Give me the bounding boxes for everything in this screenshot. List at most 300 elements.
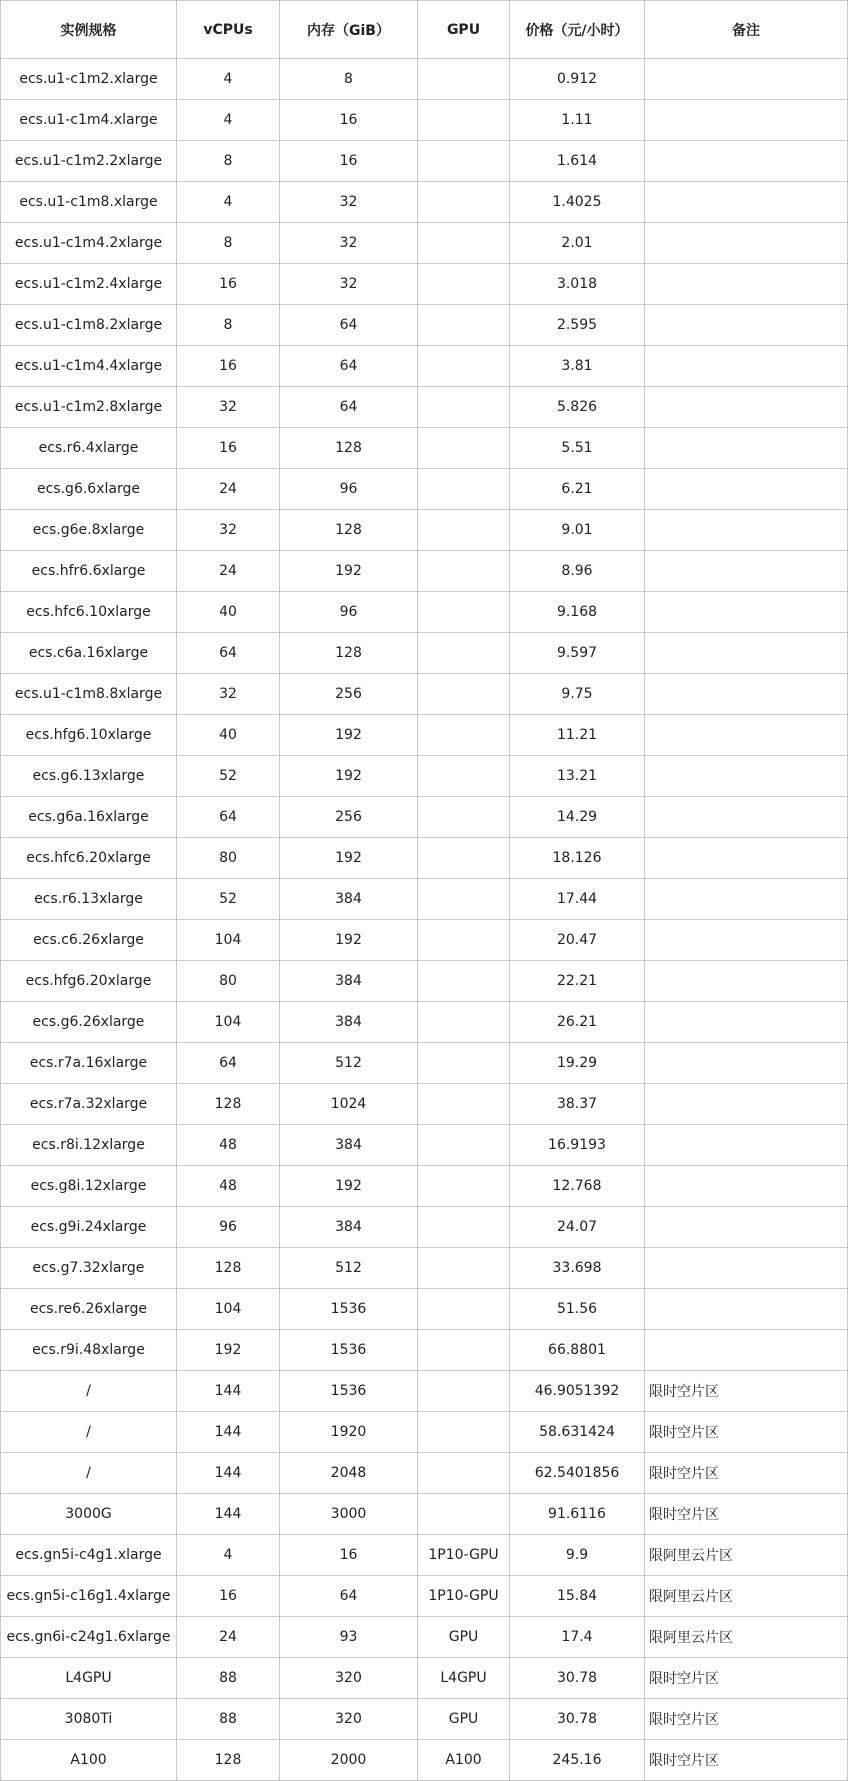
instance-spec-cell: ecs.r8i.12xlarge <box>1 1125 177 1166</box>
price-cell: 38.37 <box>510 1084 645 1125</box>
notes-cell <box>645 1043 848 1084</box>
memory-cell: 1024 <box>280 1084 418 1125</box>
notes-cell <box>645 510 848 551</box>
gpu-cell <box>418 1371 510 1412</box>
header-notes: 备注 <box>645 1 848 59</box>
gpu-cell <box>418 1494 510 1535</box>
price-cell: 245.16 <box>510 1740 645 1781</box>
memory-cell: 32 <box>280 264 418 305</box>
table-row <box>1 305 848 346</box>
instance-spec-cell: ecs.g7.32xlarge <box>1 1248 177 1289</box>
table-row <box>1 264 848 305</box>
gpu-cell: A100 <box>418 1740 510 1781</box>
instance-spec-cell: ecs.g6e.8xlarge <box>1 510 177 551</box>
table-row <box>1 59 848 100</box>
price-cell: 12.768 <box>510 1166 645 1207</box>
gpu-cell <box>418 961 510 1002</box>
price-cell: 16.9193 <box>510 1125 645 1166</box>
gpu-cell <box>418 469 510 510</box>
table-row <box>1 100 848 141</box>
notes-cell <box>645 633 848 674</box>
memory-cell: 128 <box>280 510 418 551</box>
vcpus-cell: 4 <box>177 1535 280 1576</box>
notes-cell: 限时空片区 <box>645 1658 848 1699</box>
notes-cell <box>645 469 848 510</box>
table-row <box>1 674 848 715</box>
vcpus-cell: 32 <box>177 510 280 551</box>
notes-cell <box>645 100 848 141</box>
gpu-cell <box>418 428 510 469</box>
instance-spec-cell: A100 <box>1 1740 177 1781</box>
instance-spec-cell: ecs.u1-c1m4.4xlarge <box>1 346 177 387</box>
header-instance-spec: 实例规格 <box>1 1 177 59</box>
notes-cell: 限时空片区 <box>645 1699 848 1740</box>
price-cell: 91.6116 <box>510 1494 645 1535</box>
gpu-cell <box>418 223 510 264</box>
vcpus-cell: 64 <box>177 1043 280 1084</box>
instance-spec-cell: ecs.r6.4xlarge <box>1 428 177 469</box>
gpu-cell <box>418 1207 510 1248</box>
memory-cell: 128 <box>280 428 418 469</box>
memory-cell: 192 <box>280 756 418 797</box>
notes-cell: 限时空片区 <box>645 1371 848 1412</box>
price-cell: 62.5401856 <box>510 1453 645 1494</box>
vcpus-cell: 144 <box>177 1494 280 1535</box>
table-row <box>1 141 848 182</box>
table-row <box>1 1617 848 1658</box>
table-row <box>1 551 848 592</box>
table-row <box>1 1125 848 1166</box>
gpu-cell <box>418 100 510 141</box>
notes-cell: 限时空片区 <box>645 1453 848 1494</box>
vcpus-cell: 52 <box>177 756 280 797</box>
instance-spec-cell: 3000G <box>1 1494 177 1535</box>
memory-cell: 384 <box>280 1002 418 1043</box>
memory-cell: 3000 <box>280 1494 418 1535</box>
instance-spec-cell: ecs.hfc6.20xlarge <box>1 838 177 879</box>
instance-spec-cell: ecs.hfg6.10xlarge <box>1 715 177 756</box>
price-cell: 1.614 <box>510 141 645 182</box>
vcpus-cell: 88 <box>177 1699 280 1740</box>
table-body <box>1 59 848 1781</box>
price-cell: 9.75 <box>510 674 645 715</box>
table-row <box>1 756 848 797</box>
vcpus-cell: 24 <box>177 469 280 510</box>
price-cell: 17.44 <box>510 879 645 920</box>
price-cell: 5.51 <box>510 428 645 469</box>
table-row <box>1 1699 848 1740</box>
notes-cell <box>645 182 848 223</box>
price-cell: 18.126 <box>510 838 645 879</box>
memory-cell: 1536 <box>280 1330 418 1371</box>
table-row <box>1 797 848 838</box>
table-row <box>1 1412 848 1453</box>
gpu-cell <box>418 1330 510 1371</box>
price-cell: 51.56 <box>510 1289 645 1330</box>
notes-cell <box>645 346 848 387</box>
instance-spec-cell: ecs.u1-c1m8.2xlarge <box>1 305 177 346</box>
price-cell: 1.4025 <box>510 182 645 223</box>
gpu-cell <box>418 1043 510 1084</box>
gpu-cell <box>418 1289 510 1330</box>
gpu-cell <box>418 1084 510 1125</box>
header-gpu: GPU <box>418 1 510 59</box>
notes-cell: 限时空片区 <box>645 1494 848 1535</box>
vcpus-cell: 24 <box>177 551 280 592</box>
instance-spec-cell: ecs.u1-c1m8.8xlarge <box>1 674 177 715</box>
gpu-cell: L4GPU <box>418 1658 510 1699</box>
table-row <box>1 1248 848 1289</box>
instance-spec-cell: ecs.r6.13xlarge <box>1 879 177 920</box>
instance-spec-cell: ecs.g6.6xlarge <box>1 469 177 510</box>
header-memory: 内存（GiB） <box>280 1 418 59</box>
notes-cell <box>645 879 848 920</box>
memory-cell: 16 <box>280 1535 418 1576</box>
instance-spec-cell: ecs.gn5i-c4g1.xlarge <box>1 1535 177 1576</box>
table-row <box>1 1166 848 1207</box>
gpu-cell <box>418 1412 510 1453</box>
price-cell: 30.78 <box>510 1699 645 1740</box>
notes-cell <box>645 551 848 592</box>
instance-spec-cell: ecs.hfr6.6xlarge <box>1 551 177 592</box>
price-cell: 9.597 <box>510 633 645 674</box>
gpu-cell <box>418 264 510 305</box>
instance-spec-cell: ecs.g6a.16xlarge <box>1 797 177 838</box>
memory-cell: 192 <box>280 551 418 592</box>
table-row <box>1 879 848 920</box>
vcpus-cell: 128 <box>177 1740 280 1781</box>
vcpus-cell: 104 <box>177 1289 280 1330</box>
gpu-cell <box>418 838 510 879</box>
gpu-cell <box>418 756 510 797</box>
table-row <box>1 1740 848 1781</box>
vcpus-cell: 144 <box>177 1453 280 1494</box>
notes-cell <box>645 1289 848 1330</box>
price-cell: 9.01 <box>510 510 645 551</box>
gpu-cell <box>418 633 510 674</box>
notes-cell <box>645 797 848 838</box>
gpu-cell <box>418 674 510 715</box>
table-row <box>1 1371 848 1412</box>
memory-cell: 2000 <box>280 1740 418 1781</box>
table-row <box>1 387 848 428</box>
notes-cell <box>645 264 848 305</box>
vcpus-cell: 16 <box>177 346 280 387</box>
memory-cell: 384 <box>280 1207 418 1248</box>
memory-cell: 256 <box>280 674 418 715</box>
memory-cell: 16 <box>280 141 418 182</box>
gpu-cell <box>418 305 510 346</box>
vcpus-cell: 128 <box>177 1248 280 1289</box>
memory-cell: 64 <box>280 346 418 387</box>
memory-cell: 384 <box>280 961 418 1002</box>
table-row <box>1 1453 848 1494</box>
vcpus-cell: 40 <box>177 715 280 756</box>
gpu-cell <box>418 879 510 920</box>
table-row <box>1 1576 848 1617</box>
vcpus-cell: 32 <box>177 674 280 715</box>
price-cell: 5.826 <box>510 387 645 428</box>
table-row <box>1 469 848 510</box>
table-row <box>1 1289 848 1330</box>
gpu-cell <box>418 510 510 551</box>
memory-cell: 192 <box>280 838 418 879</box>
table-row <box>1 1330 848 1371</box>
price-cell: 22.21 <box>510 961 645 1002</box>
memory-cell: 16 <box>280 100 418 141</box>
memory-cell: 1920 <box>280 1412 418 1453</box>
gpu-cell: 1P10-GPU <box>418 1535 510 1576</box>
price-cell: 15.84 <box>510 1576 645 1617</box>
price-cell: 3.81 <box>510 346 645 387</box>
price-cell: 19.29 <box>510 1043 645 1084</box>
instance-spec-cell: ecs.u1-c1m2.4xlarge <box>1 264 177 305</box>
memory-cell: 320 <box>280 1658 418 1699</box>
gpu-cell: GPU <box>418 1617 510 1658</box>
table-row <box>1 838 848 879</box>
instance-spec-cell: L4GPU <box>1 1658 177 1699</box>
gpu-cell <box>418 592 510 633</box>
notes-cell <box>645 59 848 100</box>
gpu-cell <box>418 59 510 100</box>
memory-cell: 96 <box>280 592 418 633</box>
memory-cell: 1536 <box>280 1371 418 1412</box>
price-cell: 3.018 <box>510 264 645 305</box>
memory-cell: 1536 <box>280 1289 418 1330</box>
table-row <box>1 1043 848 1084</box>
memory-cell: 128 <box>280 633 418 674</box>
notes-cell <box>645 592 848 633</box>
notes-cell <box>645 1002 848 1043</box>
vcpus-cell: 144 <box>177 1371 280 1412</box>
vcpus-cell: 16 <box>177 264 280 305</box>
memory-cell: 64 <box>280 305 418 346</box>
instance-spec-cell: ecs.u1-c1m2.8xlarge <box>1 387 177 428</box>
vcpus-cell: 32 <box>177 387 280 428</box>
memory-cell: 32 <box>280 182 418 223</box>
notes-cell <box>645 1330 848 1371</box>
notes-cell: 限阿里云片区 <box>645 1576 848 1617</box>
memory-cell: 96 <box>280 469 418 510</box>
gpu-cell <box>418 1125 510 1166</box>
vcpus-cell: 4 <box>177 59 280 100</box>
instance-spec-cell: ecs.re6.26xlarge <box>1 1289 177 1330</box>
notes-cell <box>645 428 848 469</box>
vcpus-cell: 24 <box>177 1617 280 1658</box>
instance-spec-cell: ecs.g6.13xlarge <box>1 756 177 797</box>
price-cell: 20.47 <box>510 920 645 961</box>
memory-cell: 192 <box>280 920 418 961</box>
memory-cell: 2048 <box>280 1453 418 1494</box>
notes-cell: 限阿里云片区 <box>645 1535 848 1576</box>
instance-spec-cell: / <box>1 1453 177 1494</box>
table-row <box>1 961 848 1002</box>
vcpus-cell: 4 <box>177 100 280 141</box>
memory-cell: 8 <box>280 59 418 100</box>
price-cell: 8.96 <box>510 551 645 592</box>
price-cell: 13.21 <box>510 756 645 797</box>
vcpus-cell: 104 <box>177 920 280 961</box>
notes-cell <box>645 674 848 715</box>
memory-cell: 384 <box>280 879 418 920</box>
vcpus-cell: 80 <box>177 961 280 1002</box>
price-cell: 30.78 <box>510 1658 645 1699</box>
gpu-cell <box>418 1248 510 1289</box>
vcpus-cell: 128 <box>177 1084 280 1125</box>
table-row <box>1 182 848 223</box>
vcpus-cell: 144 <box>177 1412 280 1453</box>
instance-spec-cell: / <box>1 1371 177 1412</box>
price-cell: 9.168 <box>510 592 645 633</box>
vcpus-cell: 16 <box>177 1576 280 1617</box>
instance-spec-cell: ecs.r7a.32xlarge <box>1 1084 177 1125</box>
instance-spec-cell: / <box>1 1412 177 1453</box>
vcpus-cell: 104 <box>177 1002 280 1043</box>
instance-spec-cell: ecs.g8i.12xlarge <box>1 1166 177 1207</box>
gpu-cell <box>418 1453 510 1494</box>
vcpus-cell: 64 <box>177 797 280 838</box>
notes-cell <box>645 920 848 961</box>
notes-cell <box>645 1207 848 1248</box>
gpu-cell <box>418 387 510 428</box>
price-cell: 17.4 <box>510 1617 645 1658</box>
memory-cell: 32 <box>280 223 418 264</box>
table-row <box>1 1207 848 1248</box>
memory-cell: 192 <box>280 715 418 756</box>
header-row <box>1 1 848 59</box>
price-cell: 2.01 <box>510 223 645 264</box>
instance-spec-cell: ecs.c6a.16xlarge <box>1 633 177 674</box>
notes-cell <box>645 838 848 879</box>
gpu-cell <box>418 141 510 182</box>
gpu-cell <box>418 715 510 756</box>
vcpus-cell: 8 <box>177 223 280 264</box>
memory-cell: 93 <box>280 1617 418 1658</box>
price-cell: 11.21 <box>510 715 645 756</box>
notes-cell: 限阿里云片区 <box>645 1617 848 1658</box>
instance-spec-cell: ecs.u1-c1m4.2xlarge <box>1 223 177 264</box>
gpu-cell <box>418 551 510 592</box>
notes-cell <box>645 223 848 264</box>
instance-spec-cell: ecs.gn5i-c16g1.4xlarge <box>1 1576 177 1617</box>
table-row <box>1 346 848 387</box>
table-row <box>1 633 848 674</box>
price-cell: 9.9 <box>510 1535 645 1576</box>
instance-spec-cell: ecs.u1-c1m2.xlarge <box>1 59 177 100</box>
price-cell: 24.07 <box>510 1207 645 1248</box>
gpu-cell: GPU <box>418 1699 510 1740</box>
table-row <box>1 510 848 551</box>
table-row <box>1 1494 848 1535</box>
instance-spec-cell: ecs.u1-c1m8.xlarge <box>1 182 177 223</box>
gpu-cell <box>418 920 510 961</box>
header-price: 价格（元/小时） <box>510 1 645 59</box>
price-cell: 26.21 <box>510 1002 645 1043</box>
vcpus-cell: 192 <box>177 1330 280 1371</box>
gpu-cell <box>418 797 510 838</box>
notes-cell <box>645 756 848 797</box>
vcpus-cell: 40 <box>177 592 280 633</box>
instance-spec-cell: ecs.gn6i-c24g1.6xlarge <box>1 1617 177 1658</box>
price-cell: 6.21 <box>510 469 645 510</box>
header-vcpus: vCPUs <box>177 1 280 59</box>
notes-cell <box>645 1125 848 1166</box>
price-cell: 2.595 <box>510 305 645 346</box>
notes-cell <box>645 961 848 1002</box>
notes-cell <box>645 715 848 756</box>
vcpus-cell: 16 <box>177 428 280 469</box>
table-row <box>1 715 848 756</box>
gpu-cell <box>418 182 510 223</box>
vcpus-cell: 88 <box>177 1658 280 1699</box>
instance-spec-cell: ecs.u1-c1m4.xlarge <box>1 100 177 141</box>
instance-spec-cell: ecs.u1-c1m2.2xlarge <box>1 141 177 182</box>
table-row <box>1 592 848 633</box>
memory-cell: 512 <box>280 1248 418 1289</box>
table-row <box>1 1658 848 1699</box>
memory-cell: 320 <box>280 1699 418 1740</box>
gpu-cell <box>418 1002 510 1043</box>
memory-cell: 64 <box>280 387 418 428</box>
vcpus-cell: 52 <box>177 879 280 920</box>
vcpus-cell: 8 <box>177 305 280 346</box>
vcpus-cell: 48 <box>177 1125 280 1166</box>
gpu-cell <box>418 346 510 387</box>
notes-cell <box>645 387 848 428</box>
table-row <box>1 1002 848 1043</box>
price-cell: 33.698 <box>510 1248 645 1289</box>
price-cell: 0.912 <box>510 59 645 100</box>
notes-cell <box>645 141 848 182</box>
instance-spec-cell: ecs.r9i.48xlarge <box>1 1330 177 1371</box>
vcpus-cell: 8 <box>177 141 280 182</box>
instance-spec-cell: ecs.hfc6.10xlarge <box>1 592 177 633</box>
memory-cell: 512 <box>280 1043 418 1084</box>
table-row <box>1 920 848 961</box>
vcpus-cell: 80 <box>177 838 280 879</box>
vcpus-cell: 4 <box>177 182 280 223</box>
memory-cell: 384 <box>280 1125 418 1166</box>
notes-cell <box>645 1166 848 1207</box>
price-cell: 58.631424 <box>510 1412 645 1453</box>
instance-spec-cell: ecs.g9i.24xlarge <box>1 1207 177 1248</box>
vcpus-cell: 96 <box>177 1207 280 1248</box>
instance-spec-cell: 3080Ti <box>1 1699 177 1740</box>
notes-cell <box>645 305 848 346</box>
table-row <box>1 1535 848 1576</box>
vcpus-cell: 48 <box>177 1166 280 1207</box>
notes-cell: 限时空片区 <box>645 1740 848 1781</box>
table-row <box>1 1084 848 1125</box>
instance-spec-cell: ecs.r7a.16xlarge <box>1 1043 177 1084</box>
notes-cell <box>645 1084 848 1125</box>
memory-cell: 192 <box>280 1166 418 1207</box>
vcpus-cell: 64 <box>177 633 280 674</box>
price-cell: 1.11 <box>510 100 645 141</box>
instance-spec-cell: ecs.g6.26xlarge <box>1 1002 177 1043</box>
notes-cell <box>645 1248 848 1289</box>
instance-spec-cell: ecs.c6.26xlarge <box>1 920 177 961</box>
table-row <box>1 223 848 264</box>
gpu-cell <box>418 1166 510 1207</box>
notes-cell: 限时空片区 <box>645 1412 848 1453</box>
memory-cell: 64 <box>280 1576 418 1617</box>
price-cell: 66.8801 <box>510 1330 645 1371</box>
price-cell: 14.29 <box>510 797 645 838</box>
instance-spec-cell: ecs.hfg6.20xlarge <box>1 961 177 1002</box>
price-cell: 46.9051392 <box>510 1371 645 1412</box>
memory-cell: 256 <box>280 797 418 838</box>
